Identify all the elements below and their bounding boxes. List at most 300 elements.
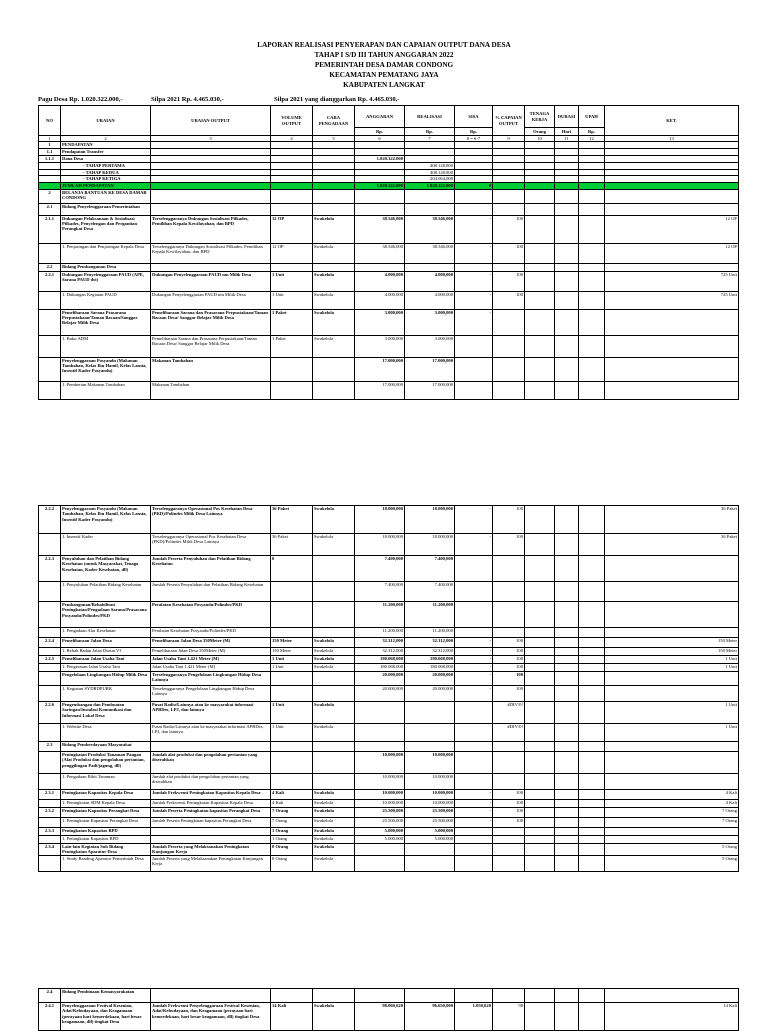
table-cell bbox=[555, 243, 579, 263]
table-cell bbox=[555, 724, 579, 742]
table-cell: 100 bbox=[493, 686, 525, 702]
table-cell: Jumlah Peserta Penyuluhan dan Pelatihan Bidang Kesehatan bbox=[151, 582, 271, 602]
table-cell bbox=[39, 534, 61, 556]
table-cell bbox=[525, 844, 555, 856]
table-cell: - bbox=[455, 800, 493, 808]
table-cell: 25.500,000 bbox=[405, 808, 455, 818]
table-row bbox=[39, 686, 739, 702]
table-cell bbox=[39, 243, 61, 263]
table-cell bbox=[271, 628, 313, 638]
table-cell bbox=[555, 582, 579, 602]
table-cell bbox=[525, 156, 555, 163]
table-cell bbox=[313, 672, 355, 686]
table-cell: 20.000,000 bbox=[355, 686, 405, 702]
table-cell: Swakelola bbox=[313, 534, 355, 556]
table-cell: 5.000,000 bbox=[355, 828, 405, 836]
table-cell bbox=[555, 182, 579, 189]
table-row bbox=[39, 836, 739, 844]
table-cell: Pembangunan/Rehabilitasi Peningkatan/Pengadaan Sarana/Prasarana Posyandu/Polindes/PKD bbox=[61, 602, 151, 628]
table-cell: 5.000,000 bbox=[405, 836, 455, 844]
table-cell bbox=[405, 149, 455, 156]
table-cell: - bbox=[455, 664, 493, 672]
table-cell: 1. Penyuluhan Pelatihan Bidang Kesehatan bbox=[61, 582, 151, 602]
col-durasi: DURASI bbox=[555, 106, 579, 128]
table-row bbox=[39, 215, 739, 243]
table-cell bbox=[355, 844, 405, 856]
table-cell: 96.650,000 bbox=[405, 1003, 455, 1031]
table-cell: 100 bbox=[493, 215, 525, 243]
table-cell bbox=[579, 203, 605, 215]
report-table-2 bbox=[38, 505, 739, 872]
column-number: 7 bbox=[405, 136, 455, 142]
table-cell: 17.000,000 bbox=[405, 381, 455, 399]
table-cell bbox=[525, 189, 555, 203]
table-cell bbox=[605, 742, 739, 752]
col-tenaga: TENAGA KERJA bbox=[525, 106, 555, 128]
table-cell bbox=[405, 724, 455, 742]
table-cell: Terselenggaranya Operasional Pos Kesehatan Desa (PKD)/Polindes Milik Desa Lainnya bbox=[151, 534, 271, 556]
table-cell: 100 bbox=[493, 506, 525, 534]
table-cell: 1.020.322.000 bbox=[405, 182, 455, 189]
table-cell: 25.500,000 bbox=[405, 818, 455, 828]
table-cell bbox=[39, 381, 61, 399]
table-cell bbox=[579, 844, 605, 856]
table-cell: - TAHAP PERTAMA bbox=[61, 163, 151, 169]
table-cell bbox=[493, 149, 525, 156]
table-cell: 100 bbox=[493, 648, 525, 656]
table-cell bbox=[493, 855, 525, 871]
table-cell: Jumlah Peserta Peningkatan kapasitas Perangkat Desa bbox=[151, 808, 271, 818]
table-cell bbox=[39, 686, 61, 702]
table-cell bbox=[493, 628, 525, 638]
table-cell: Jumlah alat produksi dan pengolahan pertanian yang diserahkan bbox=[151, 752, 271, 774]
column-number: 1 bbox=[39, 136, 61, 142]
table-cell bbox=[405, 702, 455, 724]
table-cell bbox=[579, 638, 605, 648]
col-volume: VOLUME OUTPUT bbox=[271, 106, 313, 136]
table-cell: 2.2.2 bbox=[39, 506, 61, 534]
table-cell: Jumlah Peserta yang Melaksanakan Peningkatan Kunjungan Kerja bbox=[151, 855, 271, 871]
table-cell: 5 Orang bbox=[605, 844, 739, 856]
table-cell bbox=[313, 189, 355, 203]
table-cell: Swakelola bbox=[313, 844, 355, 856]
table-cell: 1. Peningkatan Kapasitas BPD bbox=[61, 836, 151, 844]
table-cell: BELANJA BANTUAN KE DESA DAMAR CONDONG bbox=[61, 189, 151, 203]
table-cell bbox=[525, 582, 555, 602]
table-cell bbox=[313, 357, 355, 381]
table-cell bbox=[313, 142, 355, 149]
table-cell: 10.000,000 bbox=[405, 752, 455, 774]
table-row bbox=[39, 638, 739, 648]
table-cell: 408.128,800 bbox=[405, 163, 455, 169]
table-row bbox=[39, 203, 739, 215]
table-cell bbox=[579, 855, 605, 871]
table-cell: 2 bbox=[39, 189, 61, 203]
table-cell bbox=[555, 844, 579, 856]
table-cell: 0 Orang bbox=[271, 844, 313, 856]
table-row bbox=[39, 844, 739, 856]
table-cell bbox=[525, 142, 555, 149]
table-cell bbox=[555, 638, 579, 648]
table-cell: 1 Paket bbox=[271, 335, 313, 357]
table-cell bbox=[525, 602, 555, 628]
table-row bbox=[39, 182, 739, 189]
table-cell: 18.000,000 bbox=[405, 534, 455, 556]
table-cell: Swakelola bbox=[313, 1003, 355, 1031]
table-cell bbox=[355, 142, 405, 149]
table-cell: - bbox=[455, 638, 493, 648]
table-cell bbox=[579, 149, 605, 156]
report-table-1 bbox=[38, 105, 739, 400]
table-cell bbox=[405, 263, 455, 271]
table-row bbox=[39, 742, 739, 752]
table-cell bbox=[525, 381, 555, 399]
table-cell bbox=[555, 263, 579, 271]
table-cell bbox=[271, 142, 313, 149]
table-cell bbox=[605, 142, 739, 149]
column-number: 10 bbox=[525, 136, 555, 142]
table-cell: 32.312,000 bbox=[355, 648, 405, 656]
table-cell: 1 Unit bbox=[271, 291, 313, 309]
table-cell: 2.2.1 bbox=[39, 271, 61, 291]
unit-orang: Orang bbox=[525, 128, 555, 136]
table-cell bbox=[555, 855, 579, 871]
table-cell: Jumlah Peserta Penyuluhan dan Pelatihan Bidang Kesehatan bbox=[151, 556, 271, 582]
table-cell: 100 bbox=[493, 808, 525, 818]
table-cell bbox=[525, 790, 555, 800]
table-cell: 100 bbox=[493, 243, 525, 263]
table-cell: Terselenggaranya Operasional Pos Kesehatan Desa (PKD)/Polindes Milik Desa Lainnya bbox=[151, 506, 271, 534]
table-cell: Swakelola bbox=[313, 215, 355, 243]
table-cell: Penyelenggaraan Posyandu (Makanan Tambahan, Kelas Ibu Hamil, Kelas Lansia, Insentif Kader Posyandu) bbox=[61, 506, 151, 534]
table-cell bbox=[605, 335, 739, 357]
table-cell: Dukungan Penyelenggaraan PAUD (APE, Sarana PAUD dst) bbox=[61, 271, 151, 291]
table-cell: 2.3.2 bbox=[39, 808, 61, 818]
table-cell bbox=[579, 215, 605, 243]
table-cell bbox=[151, 828, 271, 836]
table-cell bbox=[605, 989, 739, 1003]
table-cell bbox=[151, 836, 271, 844]
table-cell: 17.000,000 bbox=[405, 357, 455, 381]
table-cell: - TAHAP KETIGA bbox=[61, 176, 151, 182]
table-cell: - bbox=[455, 648, 493, 656]
table-row bbox=[39, 855, 739, 871]
table-cell bbox=[579, 742, 605, 752]
table-cell: Peningkatan Produksi Tanaman Pangan (Alat Produksi dan pengolahan pertanian, penggilingan Padi/jagung, dll) bbox=[61, 752, 151, 774]
table-cell: Swakelola bbox=[313, 335, 355, 357]
table-cell: 0 Orang bbox=[271, 855, 313, 871]
table-cell bbox=[455, 556, 493, 582]
table-cell bbox=[405, 203, 455, 215]
table-cell bbox=[455, 855, 493, 871]
table-row bbox=[39, 556, 739, 582]
table-cell bbox=[405, 156, 455, 163]
table-row bbox=[39, 309, 739, 335]
table-row bbox=[39, 672, 739, 686]
table-cell bbox=[555, 556, 579, 582]
table-cell: 98 bbox=[493, 1003, 525, 1031]
unit-rp: Rp. bbox=[455, 128, 493, 136]
table-cell bbox=[579, 381, 605, 399]
table-cell bbox=[579, 142, 605, 149]
table-cell bbox=[355, 189, 405, 203]
table-cell bbox=[525, 243, 555, 263]
table-cell: 12 OP bbox=[605, 243, 739, 263]
table-cell bbox=[555, 189, 579, 203]
table-cell bbox=[39, 335, 61, 357]
table-cell bbox=[525, 672, 555, 686]
table-cell: Jumlah alat produksi dan pengolahan pertanian yang diserahkan bbox=[151, 774, 271, 790]
table-cell bbox=[493, 189, 525, 203]
table-cell bbox=[555, 790, 579, 800]
unit-rp: Rp. bbox=[405, 128, 455, 136]
table-cell bbox=[39, 182, 61, 189]
table-cell: Swakelola bbox=[313, 271, 355, 291]
table-cell bbox=[555, 989, 579, 1003]
table-cell: - bbox=[455, 271, 493, 291]
table-cell bbox=[555, 656, 579, 664]
table-cell: 36 Paket bbox=[605, 534, 739, 556]
table-cell bbox=[525, 556, 555, 582]
table-cell: 1 Unit bbox=[605, 664, 739, 672]
table-cell bbox=[151, 142, 271, 149]
table-cell: Pemeliharaan Jalan Desa bbox=[61, 638, 151, 648]
table-cell bbox=[493, 828, 525, 836]
table-cell: 1. Kegiatan SYDRDPURK bbox=[61, 686, 151, 702]
table-cell bbox=[493, 774, 525, 790]
table-row bbox=[39, 142, 739, 149]
table-cell bbox=[555, 149, 579, 156]
table-cell: - bbox=[455, 686, 493, 702]
table-cell bbox=[151, 149, 271, 156]
table-cell: 1 Unit bbox=[271, 656, 313, 664]
table-cell bbox=[525, 335, 555, 357]
table-cell: 150 Meter bbox=[271, 638, 313, 648]
table-row bbox=[39, 828, 739, 836]
table-cell: 2.4 bbox=[39, 989, 61, 1003]
table-cell: - TAHAP KEDUA bbox=[61, 169, 151, 175]
table-cell: 20.000,000 bbox=[405, 686, 455, 702]
table-cell: 1.050,620 bbox=[455, 1003, 493, 1031]
table-cell: Pengelolaan Lingkungan Hidup Milik Desa bbox=[61, 672, 151, 686]
col-no: NO bbox=[39, 106, 61, 136]
table-cell: Pendapatan Transfer bbox=[61, 149, 151, 156]
table-cell: 100 bbox=[493, 664, 525, 672]
table-cell: 725 Unit bbox=[605, 271, 739, 291]
table-cell bbox=[455, 602, 493, 628]
table-row bbox=[39, 702, 739, 724]
table-cell bbox=[39, 664, 61, 672]
table-cell: 25.500,000 bbox=[355, 818, 405, 828]
table-cell: JUMLAH PENDAPATAN bbox=[61, 182, 151, 189]
table-cell: Swakelola bbox=[313, 291, 355, 309]
table-cell bbox=[355, 724, 405, 742]
table-cell bbox=[455, 752, 493, 774]
column-number: 11 bbox=[555, 136, 579, 142]
table-cell bbox=[271, 357, 313, 381]
table-cell bbox=[455, 149, 493, 156]
table-cell bbox=[355, 263, 405, 271]
table-cell bbox=[525, 828, 555, 836]
table-cell: 1. Pemberian Makanan Tambahan bbox=[61, 381, 151, 399]
table-cell bbox=[555, 602, 579, 628]
table-cell: 17.000,000 bbox=[355, 381, 405, 399]
table-cell: 2.4.1 bbox=[39, 1003, 61, 1031]
table-cell bbox=[355, 989, 405, 1003]
table-cell bbox=[579, 672, 605, 686]
table-cell: 1.020.322.000 bbox=[355, 156, 405, 163]
table-cell bbox=[313, 582, 355, 602]
table-cell bbox=[525, 742, 555, 752]
table-row bbox=[39, 790, 739, 800]
table-cell bbox=[579, 1003, 605, 1031]
table-cell: - bbox=[455, 291, 493, 309]
table-cell bbox=[493, 556, 525, 582]
table-cell bbox=[493, 989, 525, 1003]
table-cell bbox=[525, 534, 555, 556]
table-cell: 1. Rehab Badan Jalan Dusun VI bbox=[61, 648, 151, 656]
table-cell bbox=[39, 836, 61, 844]
table-cell: 4.000,000 bbox=[355, 291, 405, 309]
table-cell bbox=[579, 534, 605, 556]
table-cell bbox=[579, 664, 605, 672]
table-cell bbox=[313, 556, 355, 582]
table-cell: Dana Desa bbox=[61, 156, 151, 163]
table-cell bbox=[579, 263, 605, 271]
table-cell: 1. Insentif Kader bbox=[61, 534, 151, 556]
table-cell: Swakelola bbox=[313, 855, 355, 871]
table-cell: Pusat Radio/Lainnya atau ke masyarakat informasi APBDes, LPJ, dan lainnya bbox=[151, 702, 271, 724]
header-line: PEMERINTAH DESA DAMAR CONDONG bbox=[314, 61, 454, 69]
table-cell: 4.000,000 bbox=[355, 271, 405, 291]
table-cell: 38.546,000 bbox=[355, 243, 405, 263]
table-cell bbox=[455, 989, 493, 1003]
table-cell: 100 bbox=[493, 790, 525, 800]
col-uraian-output: URAIAN OUTPUT bbox=[151, 106, 271, 136]
table-cell bbox=[271, 582, 313, 602]
table-cell: 2.2 bbox=[39, 263, 61, 271]
table-cell: 2.2.5 bbox=[39, 656, 61, 664]
table-cell: 204.064,000 bbox=[405, 176, 455, 182]
table-cell bbox=[151, 742, 271, 752]
table-cell: #DIV/0! bbox=[493, 702, 525, 724]
table-cell: Dukungan Pelaksanaan & Sosialisasi Pilkades, Penyelengan dan Pergantian Perangkat Desa bbox=[61, 215, 151, 243]
table-cell: 2.3.1 bbox=[39, 790, 61, 800]
table-cell: 100 bbox=[493, 534, 525, 556]
table-cell bbox=[525, 291, 555, 309]
table-cell: Terselenggaranya Pengelolaan Lingkungan Hidup Desa Lainnya bbox=[151, 672, 271, 686]
table-cell: Jalan Usaha Tani 1.421 Meter (M) bbox=[151, 664, 271, 672]
table-cell bbox=[405, 855, 455, 871]
column-number: 9 bbox=[493, 136, 525, 142]
unit-hari: Hari bbox=[555, 128, 579, 136]
table-cell: Swakelola bbox=[313, 800, 355, 808]
table-cell bbox=[555, 628, 579, 638]
silpa-text: Silpa 2021 Rp. 4.465.030,- bbox=[151, 96, 224, 103]
table-cell: 12 OP bbox=[605, 215, 739, 243]
table-cell: 725 Unit bbox=[605, 291, 739, 309]
table-cell: Pemeliharaan Sarana Prasarana Perpustakaan/Taman Bacaan/Sanggar Belajar Milik Desa bbox=[61, 309, 151, 335]
column-number: 3 bbox=[151, 136, 271, 142]
table-row bbox=[39, 243, 739, 263]
table-cell: 100 bbox=[493, 291, 525, 309]
table-cell bbox=[605, 309, 739, 335]
table-cell bbox=[605, 156, 739, 163]
col-upah: UPAH bbox=[579, 106, 605, 128]
table-cell bbox=[525, 182, 555, 189]
table-cell: 36 Paket bbox=[271, 506, 313, 534]
table-cell: Makanan Tambahan bbox=[151, 357, 271, 381]
table-cell: Bidang Pembinaan Kemasyarakatan bbox=[61, 989, 151, 1003]
table-cell: 14 Kali bbox=[605, 1003, 739, 1031]
table-cell: Jumlah Frekwensi Penyelenggaraan Festival Kesenian, Adat/Kebudayaan, dan Keagamaan (perayaan hari kemerdekaan, hari besar keagamaan, dll) tingkat Desa bbox=[151, 1003, 271, 1031]
table-row bbox=[39, 989, 739, 1003]
table-cell bbox=[605, 357, 739, 381]
table-cell: 100 bbox=[493, 271, 525, 291]
table-cell: 18.000,000 bbox=[355, 506, 405, 534]
table-cell bbox=[39, 291, 61, 309]
table-cell bbox=[555, 702, 579, 724]
col-uraian: URAIAN bbox=[61, 106, 151, 136]
table-cell: 36 Paket bbox=[271, 534, 313, 556]
table-cell bbox=[271, 742, 313, 752]
table-cell bbox=[525, 1003, 555, 1031]
table-cell bbox=[455, 702, 493, 724]
table-cell: Jalan Usaha Tani 1.421 Meter (M) bbox=[151, 656, 271, 664]
table-cell: 10.000,000 bbox=[405, 790, 455, 800]
table-cell: 11.200,000 bbox=[355, 628, 405, 638]
table-cell: Jumlah Frekwensi Peningkatan Kapasitas Kepala Desa bbox=[151, 790, 271, 800]
table-cell bbox=[493, 602, 525, 628]
table-cell: 180.068,000 bbox=[355, 656, 405, 664]
col-sisa: SISA bbox=[455, 106, 493, 128]
table-cell: - bbox=[455, 309, 493, 335]
table-cell bbox=[525, 648, 555, 656]
table-cell bbox=[555, 818, 579, 828]
table-cell bbox=[493, 156, 525, 163]
table-cell bbox=[151, 156, 271, 163]
table-row bbox=[39, 1003, 739, 1031]
table-cell bbox=[555, 800, 579, 808]
table-cell bbox=[455, 828, 493, 836]
table-cell bbox=[39, 774, 61, 790]
table-cell: - bbox=[455, 672, 493, 686]
table-cell: Penyelenggaraan Posyandu (Makanan Tambahan, Kelas Ibu Hamil, Kelas Lansia, Insentif Kader Posyandu) bbox=[61, 357, 151, 381]
table-cell: 4.000,000 bbox=[405, 291, 455, 309]
column-number: 13 bbox=[605, 136, 739, 142]
table-cell bbox=[313, 203, 355, 215]
table-cell: 11.200,000 bbox=[405, 602, 455, 628]
table-cell bbox=[271, 203, 313, 215]
column-number: 5 bbox=[313, 136, 355, 142]
table-cell: 1. Pengadaan Bibit Tanaman bbox=[61, 774, 151, 790]
table-cell: PENDAPATAN bbox=[61, 142, 151, 149]
table-cell: - bbox=[455, 243, 493, 263]
table-cell: Peningkatan Kapasitas Perangkat Desa bbox=[61, 808, 151, 818]
table-cell bbox=[455, 263, 493, 271]
table-cell: - bbox=[455, 506, 493, 534]
table-cell: Terselenggaranya Dukungan Sosialisasi Pilkades, Pemilihan Kepala Kewilayahan, dan BPD bbox=[151, 243, 271, 263]
table-cell bbox=[555, 203, 579, 215]
table-cell: 100 bbox=[493, 818, 525, 828]
table-cell bbox=[271, 989, 313, 1003]
table-cell: 0 bbox=[271, 556, 313, 582]
table-cell bbox=[313, 182, 355, 189]
table-cell bbox=[271, 774, 313, 790]
table-cell bbox=[355, 702, 405, 724]
table-cell bbox=[39, 628, 61, 638]
table-cell: Swakelola bbox=[313, 243, 355, 263]
